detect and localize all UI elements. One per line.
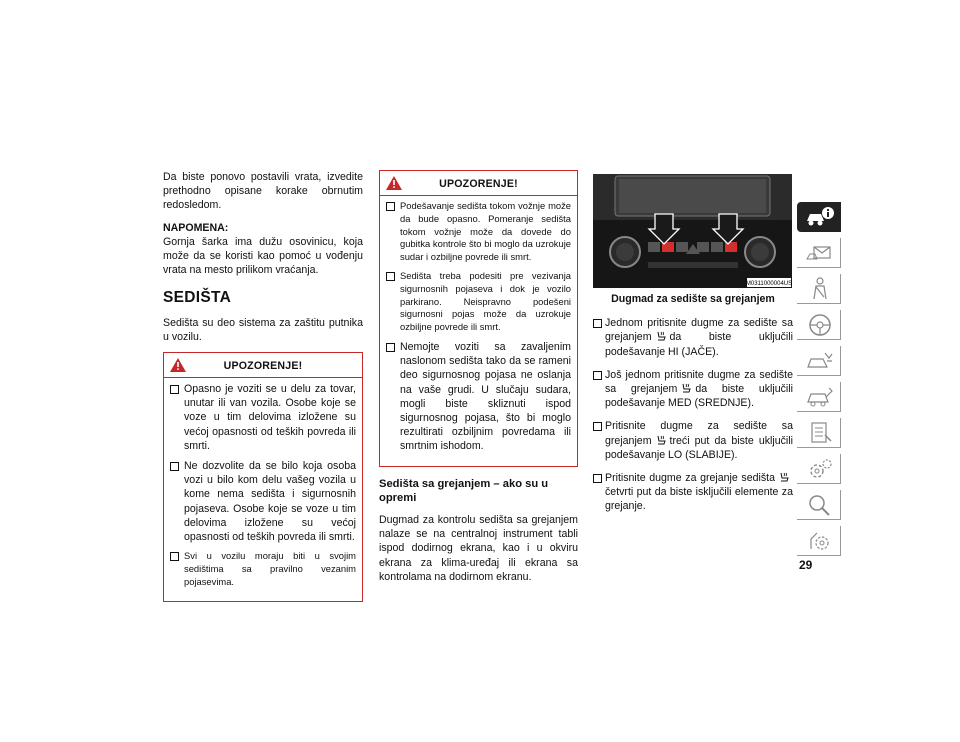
column-right <box>593 170 793 523</box>
tab-checklist[interactable] <box>797 418 841 448</box>
page-number: 29 <box>799 558 813 572</box>
tab-search[interactable] <box>797 490 841 520</box>
settings-icon <box>805 457 835 481</box>
checkbox-square-icon <box>593 474 602 483</box>
heated-seat-icon <box>778 472 790 482</box>
checklist-icon <box>805 421 835 445</box>
warning-item: Sedišta treba podesiti pre vezivanja sigurnosnih pojaseva i dok je vozilo parkirano. Neispravno podešeni sigurnosni pojas može da uzrokuje ozbiljne povrede ili smrt. <box>386 270 571 334</box>
heated-seat-icon <box>655 331 667 341</box>
warning-title: UPOZORENJE! <box>223 360 303 373</box>
section-title: SEDIŠTA <box>163 289 232 307</box>
seatbelt-icon <box>805 277 835 301</box>
car-info-icon <box>805 205 835 229</box>
checkbox-square-icon <box>386 272 395 281</box>
intro-paragraph: Da biste ponovo postavili vrata, izvedite prethodno opisane korake obrnutim redosledom. <box>163 171 363 212</box>
warning-list <box>380 196 577 466</box>
subheading: Sedišta sa grejanjem – ako su u opremi <box>379 477 549 504</box>
warning-title: UPOZORENJE! <box>439 178 518 190</box>
checkbox-square-icon <box>170 552 179 561</box>
checkbox-square-icon <box>593 422 602 431</box>
warning-box-2 <box>379 170 578 467</box>
column-left <box>163 170 363 608</box>
warning-item: Opasno je voziti se u delu za tovar, unutar ili van vozila. Osobe koje se voze u tim delovima izložene su većoj opasnosti od teških povreda ili smrti. <box>170 382 356 453</box>
checkbox-square-icon <box>593 371 602 380</box>
list-item: Pritisnite dugme za grejanje sedištačetvrti put da biste isključili elemente za grejanje. <box>593 471 793 514</box>
checkbox-square-icon <box>170 462 179 471</box>
checkbox-square-icon <box>593 319 602 328</box>
warning-item: Svi u vozilu moraju biti u svojim sedištima sa pravilno vezanim pojasevima. <box>170 550 356 588</box>
car-service-icon <box>805 385 835 409</box>
note <box>163 221 363 278</box>
heated-seat-buttons-image <box>593 174 792 288</box>
chapter-tabs <box>797 202 841 562</box>
list-item: Jednom pritisnite dugme za sedište sa grejanjem da biste uključili podešavanje HI (JAČE). <box>593 316 793 359</box>
heated-seat-steps <box>593 316 793 513</box>
section-text: Sedišta su deo sistema za zaštitu putnika u vozilu. <box>163 316 363 343</box>
tab-car-info[interactable] <box>797 202 841 232</box>
tab-steering-wheel[interactable] <box>797 310 841 340</box>
warning-item: Podešavanje sedišta tokom vožnje može da bude opasno. Pomeranje sedišta tokom vožnje može da dovede do gubitka kontrole što bi moglo da uzrokuje sudar i ozbiljne povrede ili smrt. <box>386 200 571 264</box>
tab-mail[interactable] <box>797 238 841 268</box>
image-caption: Dugmad za sedište sa grejanjem <box>611 293 775 305</box>
heated-seat-icon <box>655 435 667 445</box>
tab-settings[interactable] <box>797 454 841 484</box>
list-item: Još jednom pritisnite dugme za sedište sa grejanjem da biste uključili podešavanje MED (SREDNJE). <box>593 368 793 411</box>
subheading-text: Dugmad za kontrolu sedišta sa grejanjem nalaze se na centralnoj instrument tabli ispod dodirnog ekrana, kao i u okviru ekrana za klima-uređaj ili ekrana sa kontrolama na dodirnom ekranu. <box>379 514 578 583</box>
dashboard-photo <box>593 174 792 288</box>
warning-list <box>164 378 362 601</box>
tab-car-service[interactable] <box>797 382 841 412</box>
tab-multimedia[interactable] <box>797 526 841 556</box>
image-code: M0311000004US <box>745 281 792 287</box>
list-item: Pritisnite dugme za sedište sa grejanjem treći put da biste uključili podešavanje LO (SLABIJE). <box>593 419 793 462</box>
warning-header <box>380 171 577 196</box>
multimedia-icon <box>805 529 835 553</box>
tab-car-crash[interactable] <box>797 346 841 376</box>
note-text: Gornja šarka ima dužu osovinicu, koja može da se koristi kao pomoć u vođenju vrata na mesto prilikom vraćanja. <box>163 235 363 277</box>
steering-wheel-icon <box>805 313 835 337</box>
note-title: NAPOMENA: <box>163 221 229 234</box>
checkbox-square-icon <box>386 202 395 211</box>
checkbox-square-icon <box>386 343 395 352</box>
warning-header <box>164 353 362 378</box>
warning-box-1 <box>163 352 363 602</box>
warning-item: Nemojte voziti sa zavaljenim naslonom sedišta tako da se rameni deo sigurnosnog pojasa ne oslanja na vaše grudi. U slučaju sudara, mogli biste skliznuti ispod sigurnosnog pojasa, što bi moglo rezultirati ozbiljnim povredama ili smrtnim ishodom. <box>386 340 571 454</box>
heated-seat-icon <box>680 383 692 393</box>
tab-seatbelt[interactable] <box>797 274 841 304</box>
checkbox-square-icon <box>170 385 179 394</box>
magnifier-icon <box>805 493 835 517</box>
car-crash-icon <box>805 349 835 373</box>
column-middle <box>379 170 578 592</box>
warning-item: Ne dozvolite da se bilo koja osoba vozi u bilo kom delu vašeg vozila u kome nema sedišta i sigurnosnih pojaseva. Osobe koje se voze u tim delovima izložene su većoj opasnosti od teških povreda ili smrti. <box>170 459 356 544</box>
mail-icon <box>805 241 835 265</box>
